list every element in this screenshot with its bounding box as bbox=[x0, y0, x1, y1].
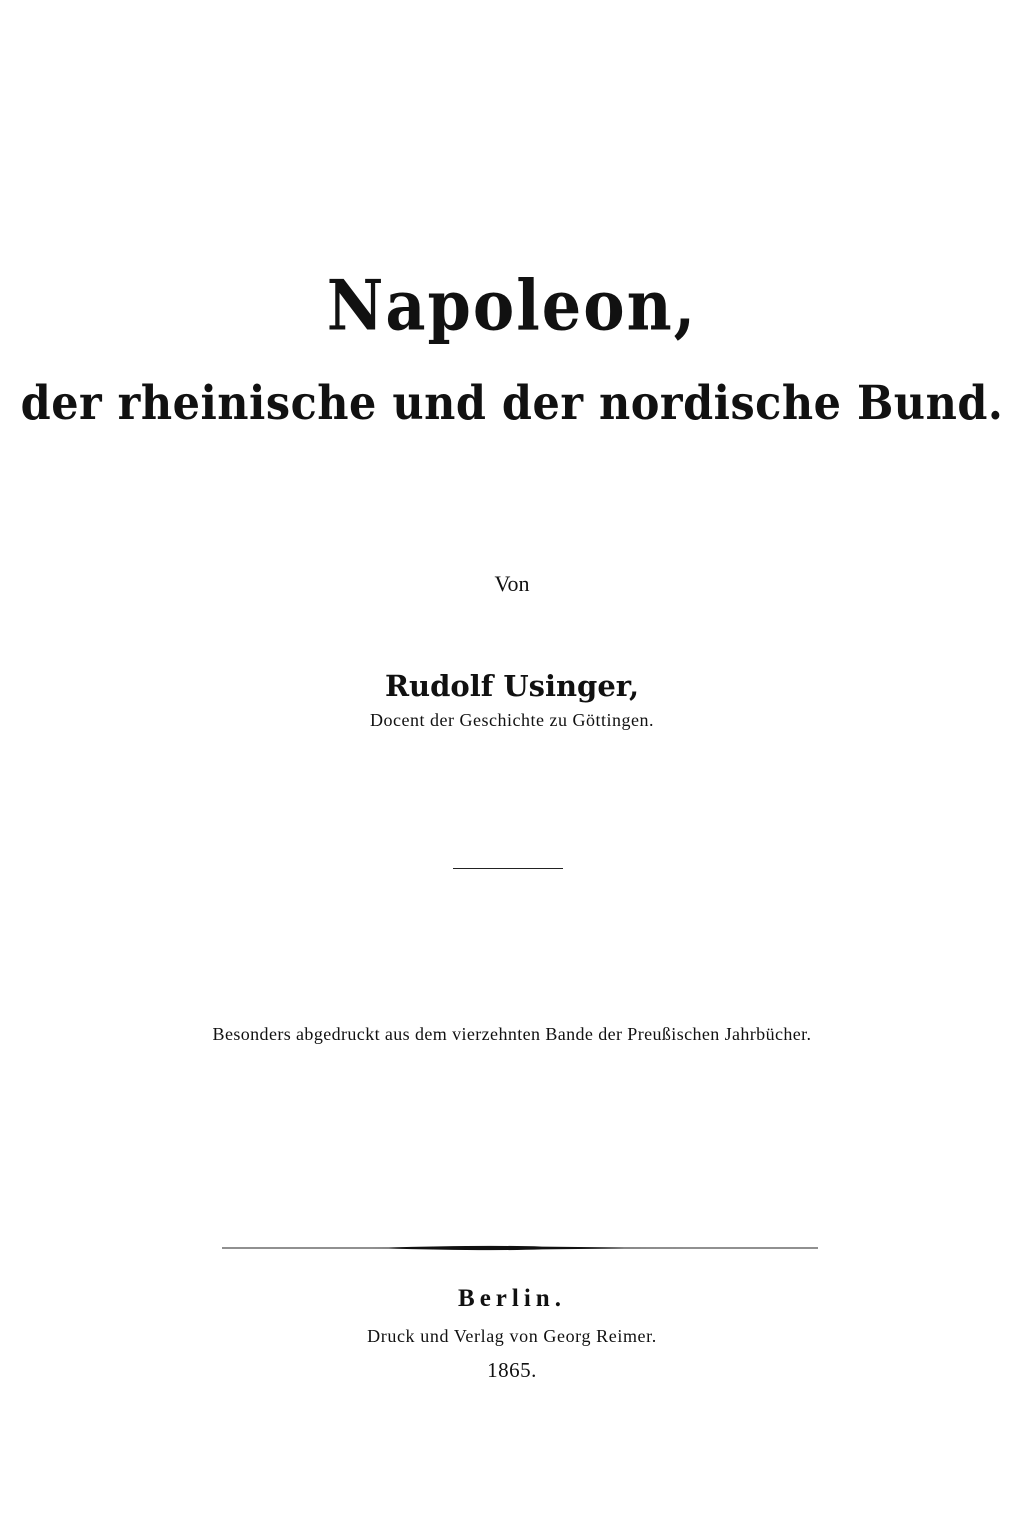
author-role: Docent der Geschichte zu Göttingen. bbox=[370, 710, 654, 730]
publisher-line: Druck und Verlag von Georg Reimer. bbox=[367, 1326, 657, 1346]
publication-city: Berlin. bbox=[458, 1285, 566, 1312]
author-name: Rudolf Usinger, bbox=[384, 669, 640, 703]
page-title: Napoleon, bbox=[326, 264, 698, 347]
short-divider bbox=[453, 868, 563, 869]
reprint-note: Besonders abgedruckt aus dem vierzehnten Bande der Preußischen Jahrbücher. bbox=[212, 1024, 812, 1044]
ornamental-rule bbox=[222, 1244, 818, 1252]
by-line: Von bbox=[494, 571, 530, 596]
publication-year: 1865. bbox=[487, 1358, 537, 1382]
page-subtitle: der rheinische und der nordische Bund. bbox=[20, 377, 1004, 431]
